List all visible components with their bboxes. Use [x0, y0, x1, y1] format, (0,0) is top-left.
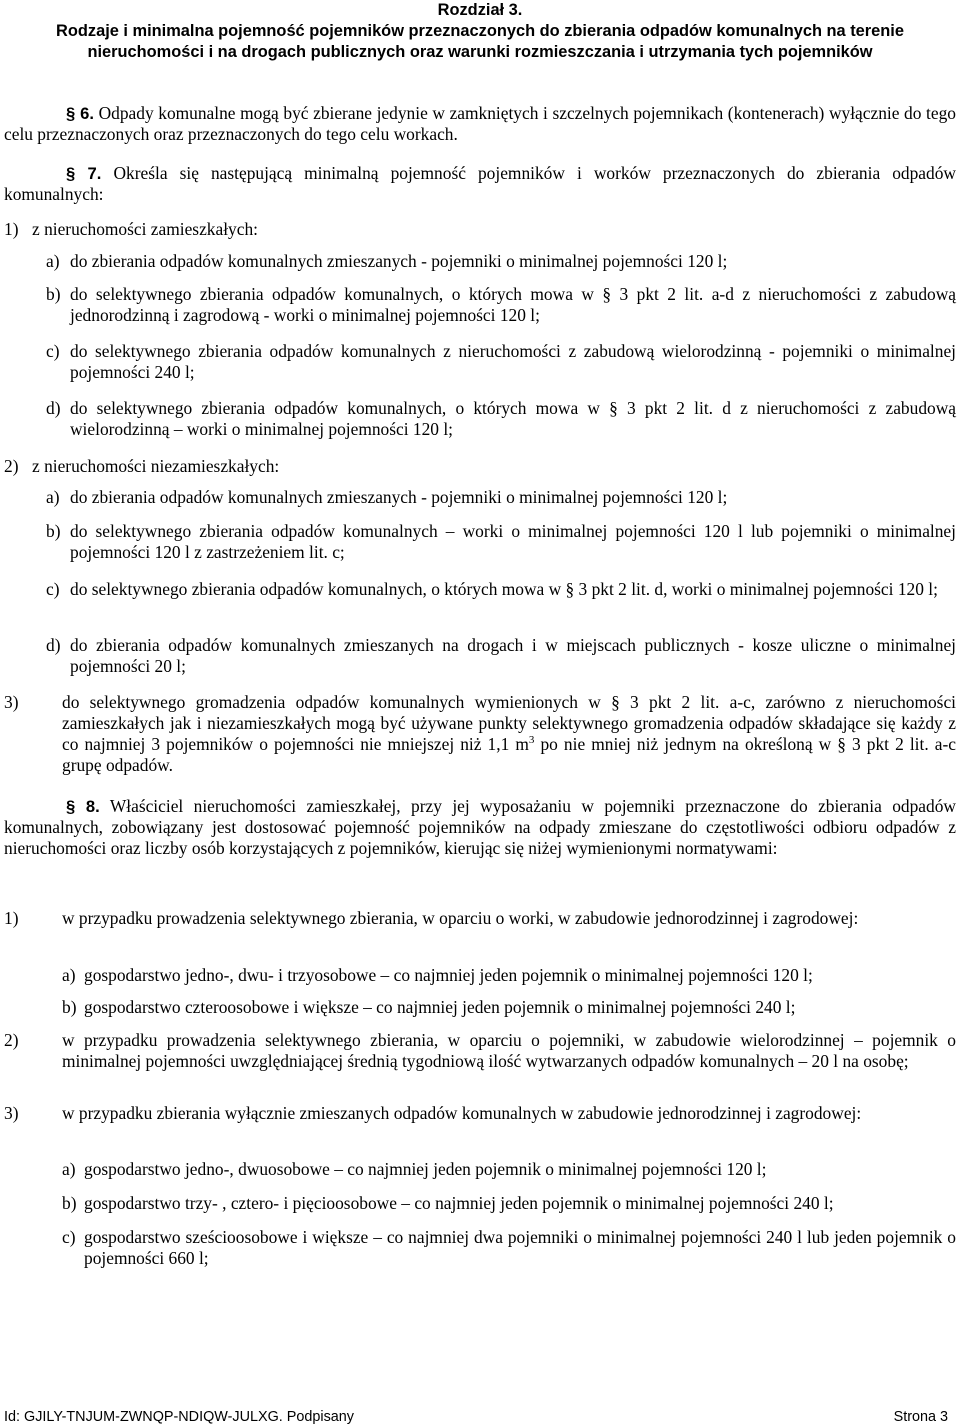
- item-text: gospodarstwo czteroosobowe i większe – co najmniej jeden pojemnik o minimalnej pojemności 240 l;: [84, 997, 796, 1017]
- point-text: z nieruchomości zamieszkałych:: [32, 219, 258, 239]
- s8-point-1: [4, 908, 956, 929]
- document-id: Id: GJILY-TNJUM-ZWNQP-NDIQW-JULXG. Podpisany: [4, 1409, 354, 1425]
- s8-point-1-b: [62, 997, 956, 1018]
- item-text: do selektywnego zbierania odpadów komunalnych, o których mowa w § 3 pkt 2 lit. a-d z nieruchomości z zabudową jednorodzinną i zagrodową - worki o minimalnej pojemności 120 l;: [70, 284, 956, 325]
- s7-point-1-b: [46, 284, 956, 326]
- point-text: w przypadku prowadzenia selektywnego zbierania, w oparciu o worki, w zabudowie jednorodzinnej i zagrodowej:: [62, 908, 859, 928]
- section-7-number: § 7.: [66, 164, 102, 183]
- superscript: 3: [528, 734, 535, 747]
- s7-point-2-a: [46, 487, 956, 508]
- item-text: do selektywnego zbierania odpadów komunalnych z nieruchomości z zabudową wielorodzinną - pojemniki o minimalnej pojemności 240 l;: [70, 341, 956, 382]
- point-text: z nieruchomości niezamieszkałych:: [32, 456, 280, 476]
- s8-point-3: [4, 1103, 956, 1124]
- item-label: a): [46, 487, 60, 507]
- item-label: c): [62, 1227, 76, 1247]
- item-label: b): [46, 284, 61, 304]
- point-text: do selektywnego gromadzenia odpadów komunalnych wymienionych w § 3 pkt 2 lit. a-c, zarówno z nieruchomości zamieszkałych jak i niezamieszkałych mogą być używane punkty selektywnego gromadzenia odpadów składające się każdy z co najmniej 3 pojemników o pojemności nie mniejszej niż 1,1 $m^3$ po nie mniej niż jednym na określoną w § 3 pkt 2 lit. a-c grupę odpadów.: [62, 692, 956, 775]
- point-label: 1): [4, 219, 19, 239]
- item-label: a): [62, 965, 76, 985]
- s7-point-1-d: [46, 398, 956, 440]
- item-text: do zbierania odpadów komunalnych zmieszanych - pojemniki o minimalnej pojemności 120 l;: [70, 251, 728, 271]
- s8-point-2: [4, 1030, 956, 1072]
- s7-point-1-a: [46, 251, 956, 272]
- s7-point-2-d: [46, 635, 956, 677]
- point-label: 3): [4, 692, 19, 712]
- item-label: b): [62, 997, 77, 1017]
- section-6-text: Odpady komunalne mogą być zbierane jedynie w zamkniętych i szczelnych pojemnikach (kontenerach) wyłącznie do tego celu przeznaczonych oraz przeznaczonych do tego celu workach.: [4, 103, 956, 144]
- point-label: 2): [4, 1030, 19, 1050]
- item-label: c): [46, 579, 60, 599]
- point-label: 2): [4, 456, 19, 476]
- item-text: do selektywnego zbierania odpadów komunalnych, o których mowa w § 3 pkt 2 lit. d, worki o minimalnej pojemności 120 l;: [70, 579, 938, 599]
- point-text: w przypadku prowadzenia selektywnego zbierania, w oparciu o pojemniki, w zabudowie wielorodzinnej – pojemnik o minimalnej pojemności uwzględniającej średnią tygodniową ilość wytwarzanych odpadów komunalnych – 20 l na osobę;: [62, 1030, 956, 1071]
- item-label: a): [46, 251, 60, 271]
- item-text: gospodarstwo sześcioosobowe i większe – co najmniej dwa pojemniki o minimalnej pojemności 240 l lub jeden pojemnik o pojemności 660 l;: [84, 1227, 956, 1268]
- point-text: w przypadku zbierania wyłącznie zmieszanych odpadów komunalnych w zabudowie jednorodzinnej i zagrodowej:: [62, 1103, 862, 1123]
- item-label: a): [62, 1159, 76, 1179]
- s8-point-1-a: [62, 965, 956, 986]
- s8-point-3-a: [62, 1159, 956, 1180]
- section-6-number: § 6.: [66, 104, 94, 123]
- paragraph-8: [4, 796, 956, 859]
- page-number: Strona 3: [893, 1409, 948, 1425]
- s7-point-1-c: [46, 341, 956, 383]
- item-text: gospodarstwo jedno-, dwuosobowe – co najmniej jeden pojemnik o minimalnej pojemności 120 l;: [84, 1159, 767, 1179]
- s7-point-1: [4, 219, 956, 240]
- item-label: c): [46, 341, 60, 361]
- point-label: 1): [4, 908, 19, 928]
- item-label: d): [46, 635, 61, 655]
- chapter-title: Rozdział 3.: [437, 1, 523, 19]
- item-label: b): [46, 521, 61, 541]
- item-text: gospodarstwo trzy- , cztero- i pięcioosobowe – co najmniej jeden pojemnik o minimalnej pojemności 240 l;: [84, 1193, 834, 1213]
- item-text: do selektywnego zbierania odpadów komunalnych – worki o minimalnej pojemności 120 l lub pojemniki o minimalnej pojemności 120 l z zastrzeżeniem lit. c;: [70, 521, 956, 562]
- section-8-number: § 8.: [66, 797, 100, 816]
- paragraph-7: [4, 163, 956, 205]
- item-text: do zbierania odpadów komunalnych zmieszanych na drogach i w miejscach publicznych - kosze uliczne o minimalnej pojemności 20 l;: [70, 635, 956, 676]
- s8-point-3-b: [62, 1193, 956, 1214]
- item-label: b): [62, 1193, 77, 1213]
- s7-point-2-c: [46, 579, 956, 600]
- section-8-text: Właściciel nieruchomości zamieszkałej, przy jej wyposażaniu w pojemniki przeznaczone do zbierania odpadów komunalnych, zobowiązany jest dostosować pojemność pojemników na odpady zmieszane do częstotliwości odbioru odpadów z nieruchomości oraz liczby osób korzystających z pojemników, kierując się niżej wymienionymi normatywami:: [4, 796, 956, 858]
- s7-point-2: [4, 456, 956, 477]
- s7-point-2-b: [46, 521, 956, 563]
- item-text: do selektywnego zbierania odpadów komunalnych, o których mowa w § 3 pkt 2 lit. d z nieruchomości z zabudową wielorodzinną – worki o minimalnej pojemności 120 l;: [70, 398, 956, 439]
- section-7-text: Określa się następującą minimalną pojemność pojemników i worków przeznaczonych do zbierania odpadów komunalnych:: [4, 163, 956, 204]
- point-label: 3): [4, 1103, 19, 1123]
- item-label: d): [46, 398, 61, 418]
- s7-point-3: [4, 692, 956, 776]
- chapter-subtitle: Rodzaje i minimalna pojemność pojemników przeznaczonych do zbierania odpadów komunalnych na terenie nieruchomości i na drogach publicznych oraz warunki rozmieszczania i utrzymania tych pojemników: [56, 22, 904, 61]
- paragraph-6: [4, 103, 956, 145]
- item-text: do zbierania odpadów komunalnych zmieszanych - pojemniki o minimalnej pojemności 120 l;: [70, 487, 728, 507]
- item-text: gospodarstwo jedno-, dwu- i trzyosobowe – co najmniej jeden pojemnik o minimalnej pojemności 120 l;: [84, 965, 813, 985]
- s8-point-3-c: [62, 1227, 956, 1269]
